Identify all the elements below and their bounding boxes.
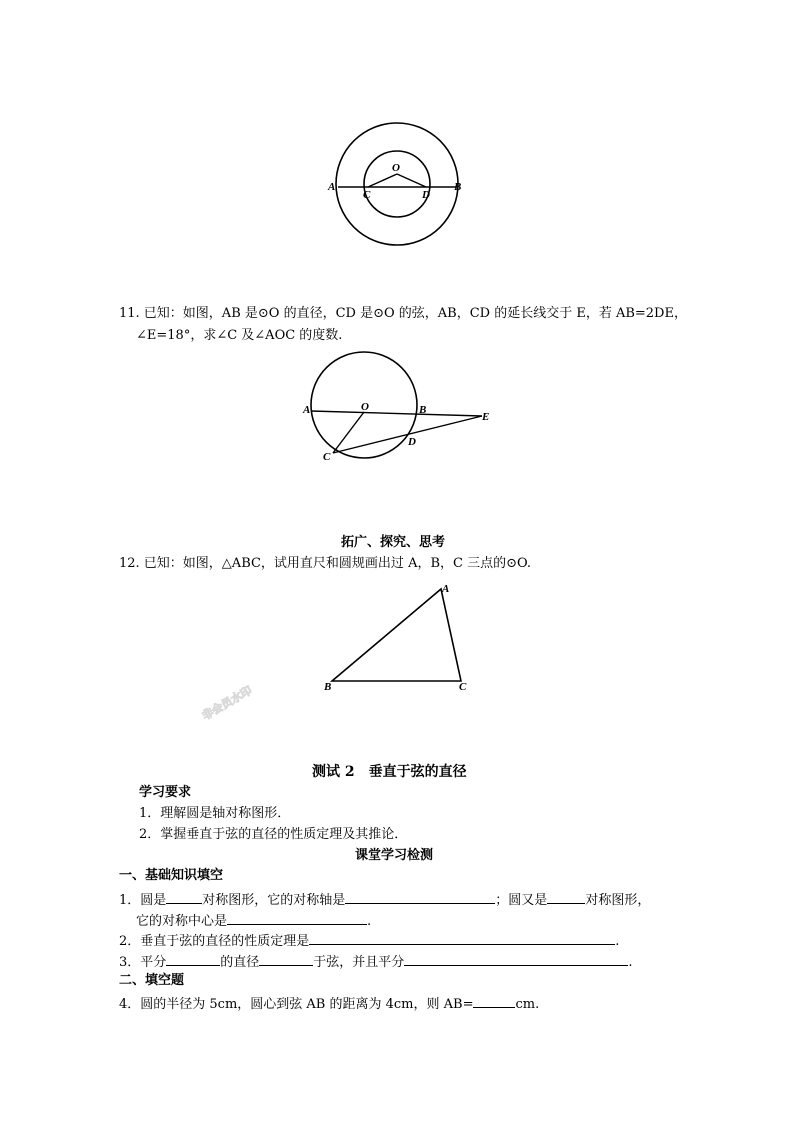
q3-blank-2[interactable] [259,952,313,966]
q12-text: 12. 已知：如图，△ABC，试用直尺和圆规画出过 A，B，C 三点的⊙O. [119,556,532,571]
q1-blank-4[interactable] [227,911,367,925]
class-check-heading: 课堂学习检测 [355,848,434,863]
label-D: D [408,436,416,448]
q3-blank-3[interactable] [404,952,628,966]
figure-triangle [320,580,480,700]
q2-line: 2．垂直于弦的直径的性质定理是 . [119,931,619,950]
requirement-item-2: 2．掌握垂直于弦的直径的性质定理及其推论． [139,827,408,842]
watermark-text: 非会员水印 [200,683,255,723]
q1-line2: 它的对称中心是 . [136,911,371,930]
label-E: E [482,411,490,423]
q4-line: 4．圆的半径为 5cm，圆心到弦 AB 的距离为 4cm，则 AB= cm. [119,994,539,1013]
test2-title: 测试 2 垂直于弦的直径 [312,764,467,780]
label-A: A [442,583,450,595]
q1-blank-3[interactable] [547,890,585,904]
label-C: C [323,451,331,463]
label-O: O [361,401,369,413]
label-A: A [303,404,311,416]
section-extend-heading: 拓广、探究、思考 [341,535,446,550]
label-C: C [459,681,467,693]
requirements-heading: 学习要求 [139,785,192,800]
label-A: A [328,181,336,193]
part1-heading: 一、基础知识填空 [119,868,224,883]
q4-blank[interactable] [473,994,515,1008]
label-O: O [392,162,400,174]
figure-concentric-circles [320,100,480,270]
q1-line1: 1．圆是 对称图形，它的对称轴是 ；圆又是 对称图形， [119,890,650,909]
q11-line1: 11. 已知：如图，AB 是⊙O 的直径，CD 是⊙O 的弦，AB，CD 的延长线交于 E，若 AB=2DE， [119,306,687,321]
label-B: B [324,681,332,693]
q11-line2: ∠E=18°，求∠C 及∠AOC 的度数. [136,328,343,343]
q1-blank-1[interactable] [166,890,202,904]
q3-blank-1[interactable] [166,952,220,966]
label-B: B [454,181,462,193]
q1-blank-2[interactable] [345,890,495,904]
q2-blank[interactable] [309,931,615,945]
label-C: C [363,189,371,201]
part2-heading: 二、填空题 [119,973,185,988]
label-D: D [422,189,430,201]
figure-circle-secant [300,350,500,470]
label-B: B [419,404,427,416]
requirement-item-1: 1．理解圆是轴对称图形． [139,806,291,821]
q3-line: 3．平分 的直径 于弦，并且平分 . [119,952,632,971]
